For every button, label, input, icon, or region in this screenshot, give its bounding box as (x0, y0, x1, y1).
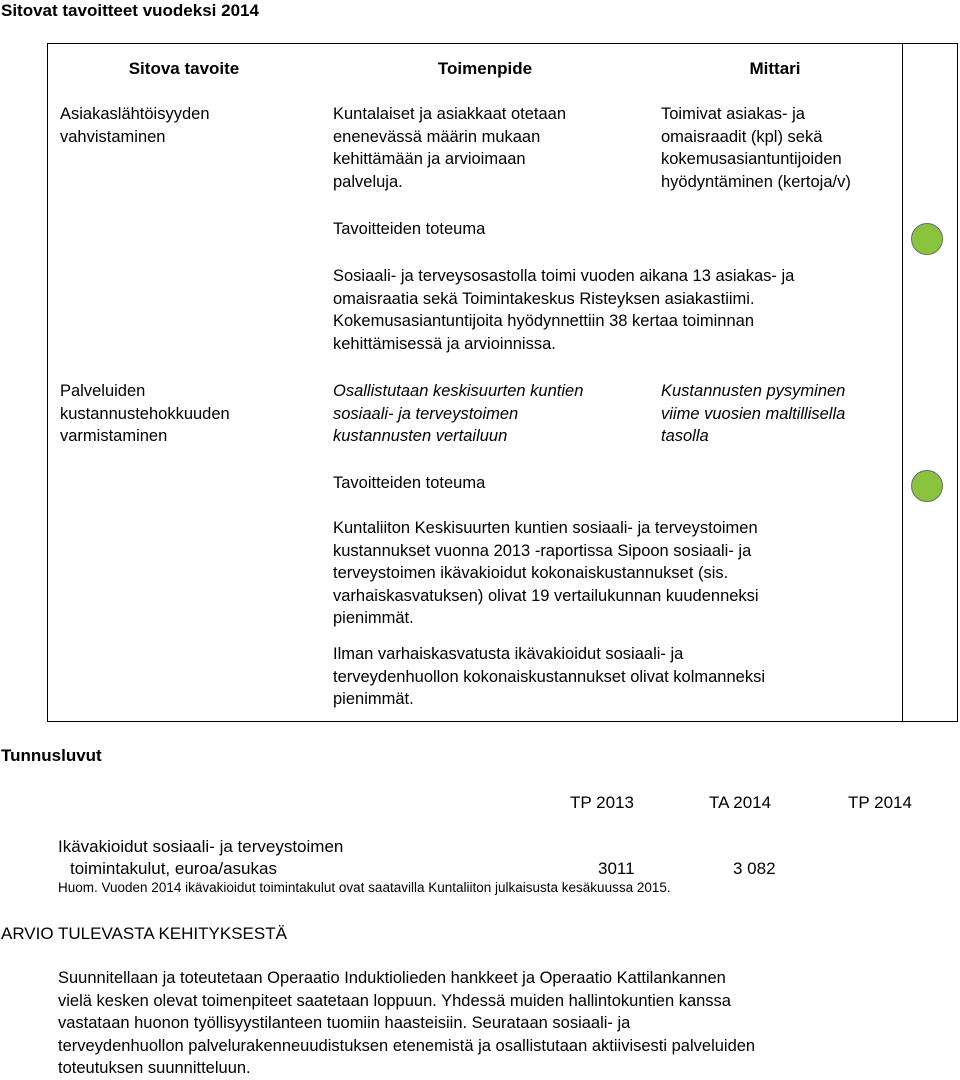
figures-heading: Tunnusluvut (1, 746, 102, 765)
figures-col-ta2014: TA 2014 (709, 793, 772, 812)
outcome-heading-2: Tavoitteiden toteuma (333, 474, 486, 492)
figures-value-ta2014: 3 082 (733, 859, 776, 878)
outcome-heading-1: Tavoitteiden toteuma (333, 220, 486, 238)
page-title: Sitovat tavoitteet vuodeksi 2014 (1, 1, 259, 20)
outlook-heading: ARVIO TULEVASTA KEHITYKSESTÄ (1, 924, 287, 943)
figures-value-tp2013: 3011 (598, 859, 635, 878)
action-cell-1: Kuntalaiset ja asiakkaat otetaan enenevässä määrin mukaan kehittämään ja arvioimaan palveluja. (333, 105, 566, 191)
figures-note: Huom. Vuoden 2014 ikävakioidut toimintakulut ovat saatavilla Kuntaliiton julkaisusta kesäkuussa 2015. (58, 880, 671, 895)
header-action: Toimenpide (437, 59, 533, 78)
metric-cell-1: Toimivat asiakas- ja omaisraadit (kpl) sekä kokemusasiantuntijoiden hyödyntäminen (kertoja/v) (661, 105, 851, 191)
figures-col-tp2013: TP 2013 (570, 793, 634, 812)
figures-row-label: Ikävakioidut sosiaali- ja terveystoimen (58, 837, 344, 856)
outcome-text-2: Kuntaliiton Keskisuurten kuntien sosiaali- ja terveystoimen kustannukset vuonna 2013 -raportissa Sipoon sosiaali- ja terveystoimen ikävakioidut kokonaiskustannukset (sis. varhaiskasvatuksen) olivat 19 vertailukunnan kuudenneksi pienimmät. (333, 519, 759, 627)
figures-col-tp2014: TP 2014 (848, 793, 912, 812)
goal-cell-2: Palveluiden kustannustehokkuuden varmistaminen (60, 382, 230, 445)
status-indicator-1 (911, 223, 943, 255)
outcome-text-2b: Ilman varhaiskasvatusta ikävakioidut sosiaali- ja terveydenhuollon kokonaiskustannukset olivat kolmanneksi pienimmät. (333, 645, 766, 708)
header-metric: Mittari (749, 59, 801, 78)
status-indicator-2 (911, 470, 943, 502)
metric-cell-2: Kustannusten pysyminen viime vuosien maltillisella tasolla (661, 382, 846, 445)
goal-cell-1: Asiakaslähtöisyyden vahvistaminen (60, 105, 210, 146)
outcome-text-1: Sosiaali- ja terveysosastolla toimi vuoden aikana 13 asiakas- ja omaisraatia sekä Toimintakeskus Risteyksen asiakastiimi. Kokemusasiantuntijoita hyödynnettiin 38 kertaa toiminnan kehittämisessä ja arvioinnissa. (333, 267, 795, 353)
outlook-text: Suunnitellaan ja toteutetaan Operaatio Induktiolieden hankkeet ja Operaatio Kattilankannen vielä kesken olevat toimenpiteet saatetaan loppuun. Yhdessä muiden hallintokuntien kanssa vastataan huonon työllisyystilanteen tuomiin haasteisiin. Seurataan sosiaali- ja terveydenhuollon palvelurakenneuudistuksen etenemistä ja osallistutaan aktiivisesti palveluiden toteutuksen suunnitteluun. (58, 969, 756, 1077)
figures-row-label-2: toimintakulut, euroa/asukas (70, 859, 277, 878)
action-cell-2: Osallistutaan keskisuurten kuntien sosiaali- ja terveystoimen kustannusten vertailuun (333, 382, 584, 445)
header-goal: Sitova tavoite (128, 59, 240, 78)
